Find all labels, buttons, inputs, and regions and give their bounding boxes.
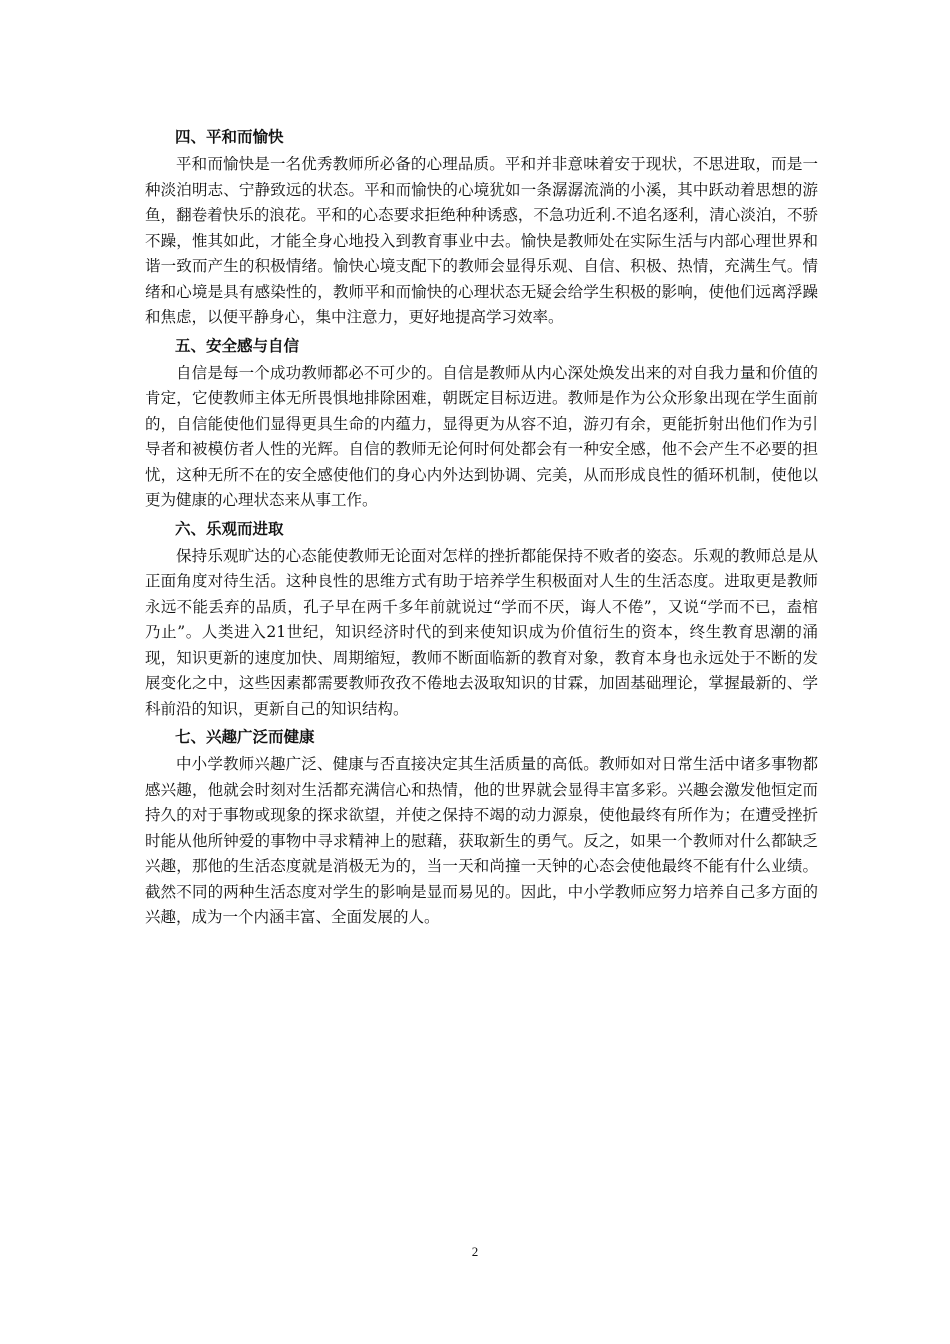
section-heading: 七、兴趣广泛而健康 — [175, 728, 315, 746]
section-heading: 五、安全感与自信 — [175, 336, 300, 355]
section-security-and-confidence — [145, 331, 818, 514]
section-paragraph: 保持乐观旷达的心态能使教师无论面对怎样的挫折都能保持不败者的姿态。乐观的教师总是从正面角度对待生活。这种良性的思维方式有助于培养学生积极面对人生的生活态度。进取更是教师永远不能丢弃的品质，孔子早在两千多年前就说过“学而不厌，诲人不倦”，又说“学而不已，盍棺乃止”。人类进入21世纪，知识经济时代的到来使知识成为价值衍生的资本，终生教育思潮的涌现，知识更新的速度加快、周期缩短，教师不断面临新的教育对象，教育本身也永远处于不断的发展变化之中，这些因素都需要教师孜孜不倦地去汲取知识的甘霖，加固基础理论，掌握最新的、学科前沿的知识，更新自己的知识结构。 — [145, 546, 818, 718]
section-heading: 四、平和而愉快 — [175, 128, 284, 146]
section-paragraph: 自信是每一个成功教师都必不可少的。自信是教师从内心深处焕发出来的对自我力量和价值的肯定，它使教师主体无所畏惧地排除困难，朝既定目标迈进。教师是作为公众形象出现在学生面前的，自信能使他们显得更具生命的内蕴力，显得更为从容不迫，游刃有余，更能折射出他们作为引导者和被模仿者人性的光辉。自信的教师无论何时何处都会有一种安全感，他不会产生不必要的担忧，这种无所不在的安全感使他们的身心内外达到协调、完美，从而形成良性的循环机制，使他以更为健康的心理状态来从事工作。 — [145, 363, 818, 509]
section-broad-and-healthy-interests — [145, 722, 818, 931]
section-peaceful-and-happy — [145, 122, 818, 331]
section-optimistic-and-enterprising — [145, 514, 818, 723]
page-content — [145, 122, 818, 931]
page-number: 2 — [471, 1244, 479, 1259]
section-paragraph: 中小学教师兴趣广泛、健康与否直接决定其生活质量的高低。教师如对日常生活中诸多事物都感兴趣，他就会时刻对生活都充满信心和热情，他的世界就会显得丰富多彩。兴趣会激发他恒定而持久的对于事物或现象的探求欲望，并使之保持不竭的动力源泉，使他最终有所作为；在遭受挫折时能从他所钟爱的事物中寻求精神上的慰藉，获取新生的勇气。反之，如果一个教师对什么都缺乏兴趣，那他的生活态度就是消极无为的，当一天和尚撞一天钟的心态会使他最终不能有什么业绩。截然不同的两种生活态度对学生的影响是显而易见的。因此，中小学教师应努力培养自己多方面的兴趣，成为一个内涵丰富、全面发展的人。 — [145, 755, 818, 926]
section-paragraph: 平和而愉快是一名优秀教师所必备的心理品质。平和并非意味着安于现状，不思进取，而是一种淡泊明志、宁静致远的状态。平和而愉快的心境犹如一条潺潺流淌的小溪，其中跃动着思想的游鱼，翻卷着快乐的浪花。平和的心态要求拒绝种种诱惑，不急功近利.不追名逐利，清心淡泊，不骄不躁，惟其如此，才能全身心地投入到教育事业中去。愉快是教师处在实际生活与内部心理世界和谐一致而产生的积极情绪。愉快心境支配下的教师会显得乐观、自信、积极、热情，充满生气。情绪和心境是具有感染性的，教师平和而愉快的心理状态无疑会给学生积极的影响，使他们远离浮躁和焦虑，以便平静身心，集中注意力，更好地提高学习效率。 — [145, 155, 818, 326]
section-heading: 六、乐观而进取 — [175, 519, 284, 538]
